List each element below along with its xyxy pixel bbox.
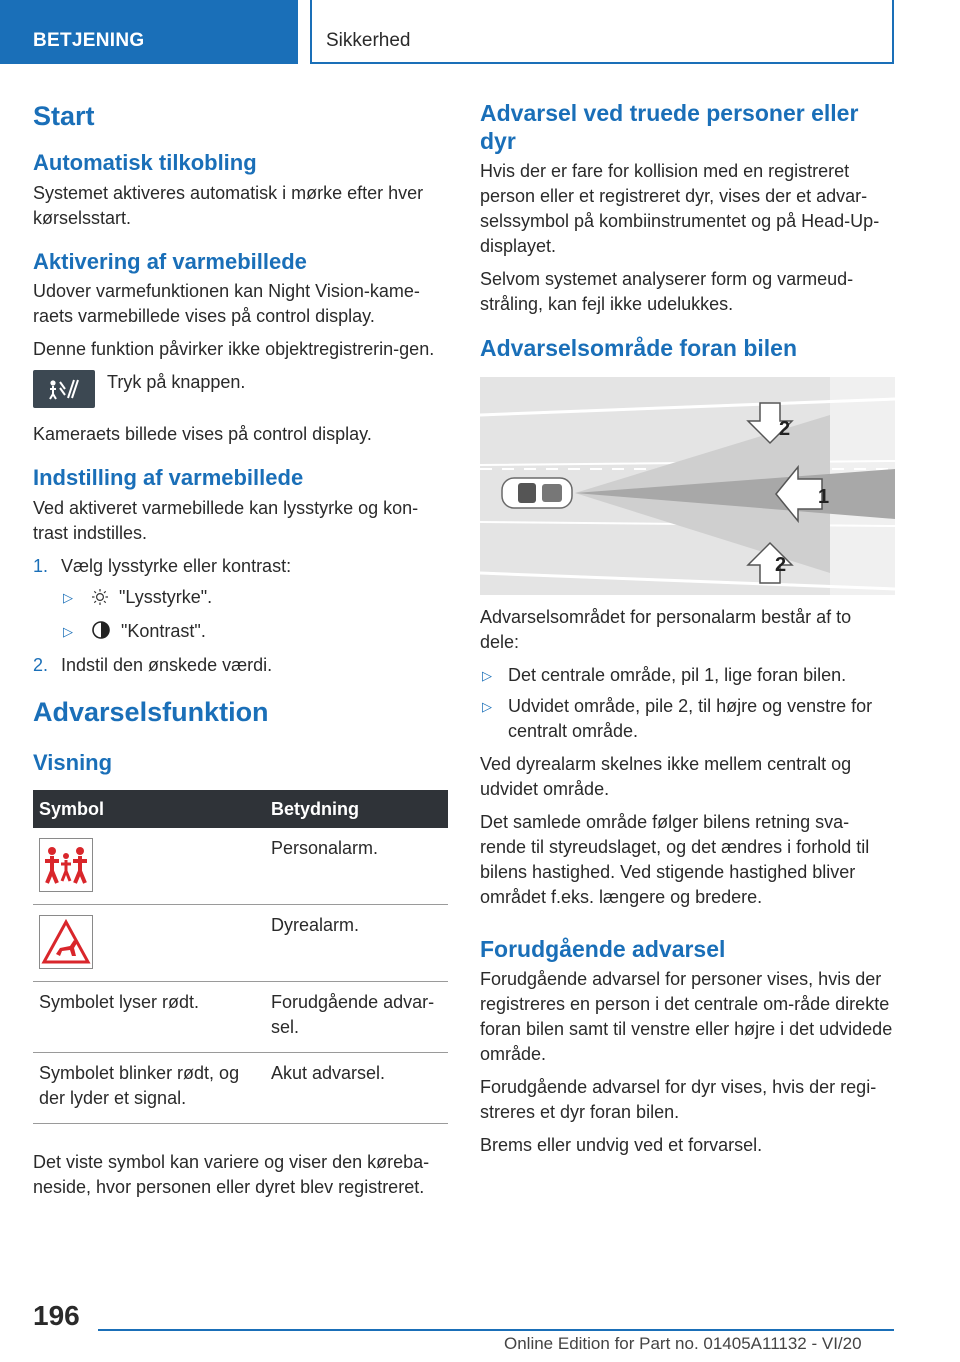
sub-item-text: "Lysstyrke". <box>119 586 213 607</box>
activation-text-3: Kameraets billede vises på control display. <box>33 424 372 445</box>
persons-section <box>480 100 895 317</box>
activation-heading: Aktivering af varmebillede <box>33 248 307 274</box>
persons-text-2: Selvom systemet analyserer form og varmeud-stråling, kan fejl ikke udelukkes. <box>480 269 854 315</box>
list-item-text: Det centrale område, pil 1, lige foran bilen. <box>508 664 847 685</box>
zone-text-2: Det samlede område følger bilens retning sva-rende til styreudslaget, og det ændres i forhold til bilens hastighed. Ved stigende hastighed bliver området f.eks. længere og bredere. <box>480 811 870 907</box>
figure-label: 1 <box>818 485 830 508</box>
pre-warning-text-2: Forudgående advarsel for dyr vises, hvis der regi-streres et dyr foran bilen. <box>480 1077 877 1123</box>
zone-section <box>480 335 895 910</box>
list-item <box>480 663 895 688</box>
table-cell-symbol: Symbolet lyser rødt. <box>33 982 265 1053</box>
zone-heading: Advarselsområde foran bilen <box>480 335 797 362</box>
table-header-meaning: Betydning <box>265 790 448 828</box>
step-number: 1. <box>33 555 49 576</box>
triangle-bullet-icon: ▷ <box>482 698 492 714</box>
settings-text: Ved aktiveret varmebillede kan lysstyrke og kon-trast indstilles. <box>33 497 419 543</box>
step-item <box>33 554 448 647</box>
warning-zone-figure <box>480 377 895 595</box>
figure-label: 2 <box>775 553 787 576</box>
table-cell-meaning: Personalarm. <box>265 828 448 905</box>
night-vision-button-icon <box>33 370 95 408</box>
pre-warning-section <box>480 936 895 1159</box>
header-chapter-label: Sikkerhed <box>326 30 411 51</box>
auto-heading: Automatisk tilkobling <box>33 150 257 176</box>
contrast-icon <box>91 620 111 647</box>
press-button-text: Tryk på knappen. <box>107 372 246 393</box>
page-number: 196 <box>33 1300 80 1331</box>
table-row <box>33 982 448 1053</box>
list-item <box>480 694 895 744</box>
left-column <box>33 100 448 1208</box>
button-instruction <box>33 370 448 408</box>
symbol-table <box>33 790 448 1124</box>
step-sub-list <box>61 585 448 647</box>
table-row <box>33 828 448 905</box>
header-section-label: BETJENING <box>33 30 145 51</box>
display-heading: Visning <box>33 749 113 775</box>
table-cell-symbol <box>33 905 265 982</box>
table-cell-meaning: Dyrealarm. <box>265 905 448 982</box>
pre-warning-text-1: Forudgående advarsel for personer vises, hvis der registreres en person i det centrale om-råde direkte foran bilen samt til venstre eller højre i det udvidede område. <box>480 969 893 1065</box>
zone-text-1: Ved dyrealarm skelnes ikke mellem centralt og udvidet område. <box>480 753 852 799</box>
step-number: 2. <box>33 654 49 675</box>
activation-section <box>33 249 448 447</box>
activation-text-2: Denne funktion påvirker ikke objektregistrerin-gen. <box>33 339 435 360</box>
start-heading: Start <box>33 101 95 131</box>
sub-item <box>61 619 448 647</box>
header-section-tab <box>0 0 298 64</box>
zone-intro: Advarselsområdet for personalarm består af to dele: <box>480 606 852 652</box>
activation-text-1: Udover varmefunktionen kan Night Vision-kame-raets varmebillede vises på control display. <box>33 281 420 327</box>
footer-edition: Online Edition for Part no. 01405A11132 - VI/20 <box>504 1334 862 1353</box>
after-table-text: Det viste symbol kan variere og viser den køreba-neside, hvor personen eller dyret blev registreret. <box>33 1152 430 1198</box>
pre-warning-heading: Forudgående advarsel <box>480 935 726 962</box>
table-cell-symbol: Symbolet blinker rødt, og der lyder et signal. <box>33 1053 265 1124</box>
settings-section <box>33 465 448 677</box>
header-chapter-tab <box>310 0 894 64</box>
zone-bullets <box>480 663 895 744</box>
triangle-bullet-icon: ▷ <box>63 623 73 639</box>
settings-steps <box>33 554 448 678</box>
step-text: Indstil den ønskede værdi. <box>61 654 273 675</box>
persons-text-1: Hvis der er fare for kollision med en registreret person eller et registreret dyr, vises der et advar-selssymbol på kombiinstrumentet og på Head-Up-displayet. <box>480 161 880 257</box>
table-row <box>33 1053 448 1124</box>
animal-alarm-icon <box>39 915 93 969</box>
table-cell-symbol <box>33 828 265 905</box>
list-item-text: Udvidet område, pile 2, til højre og venstre for centralt område. <box>508 695 873 741</box>
person-alarm-icon <box>39 838 93 892</box>
table-header-symbol: Symbol <box>33 790 265 828</box>
step-text: Vælg lysstyrke eller kontrast: <box>61 555 292 576</box>
figure-label: 2 <box>779 417 791 440</box>
sub-item-text: "Kontrast". <box>121 620 206 641</box>
table-row <box>33 905 448 982</box>
triangle-bullet-icon: ▷ <box>63 589 73 605</box>
triangle-bullet-icon: ▷ <box>482 667 492 683</box>
sub-item <box>61 585 448 613</box>
right-column <box>480 100 895 1176</box>
table-cell-meaning: Forudgående advar-sel. <box>265 982 448 1053</box>
pre-warning-text-3: Brems eller undvig ved et forvarsel. <box>480 1135 763 1156</box>
settings-heading: Indstilling af varmebillede <box>33 465 304 491</box>
step-item <box>33 653 448 678</box>
table-cell-meaning: Akut advarsel. <box>265 1053 448 1124</box>
auto-section <box>33 150 448 230</box>
brightness-icon <box>91 588 109 613</box>
auto-text: Systemet aktiveres automatisk i mørke efter hver kørselsstart. <box>33 182 424 228</box>
persons-heading: Advarsel ved truede personer eller dyr <box>480 100 859 154</box>
warning-heading: Advarselsfunktion <box>33 696 269 727</box>
footer-divider <box>98 1329 894 1331</box>
